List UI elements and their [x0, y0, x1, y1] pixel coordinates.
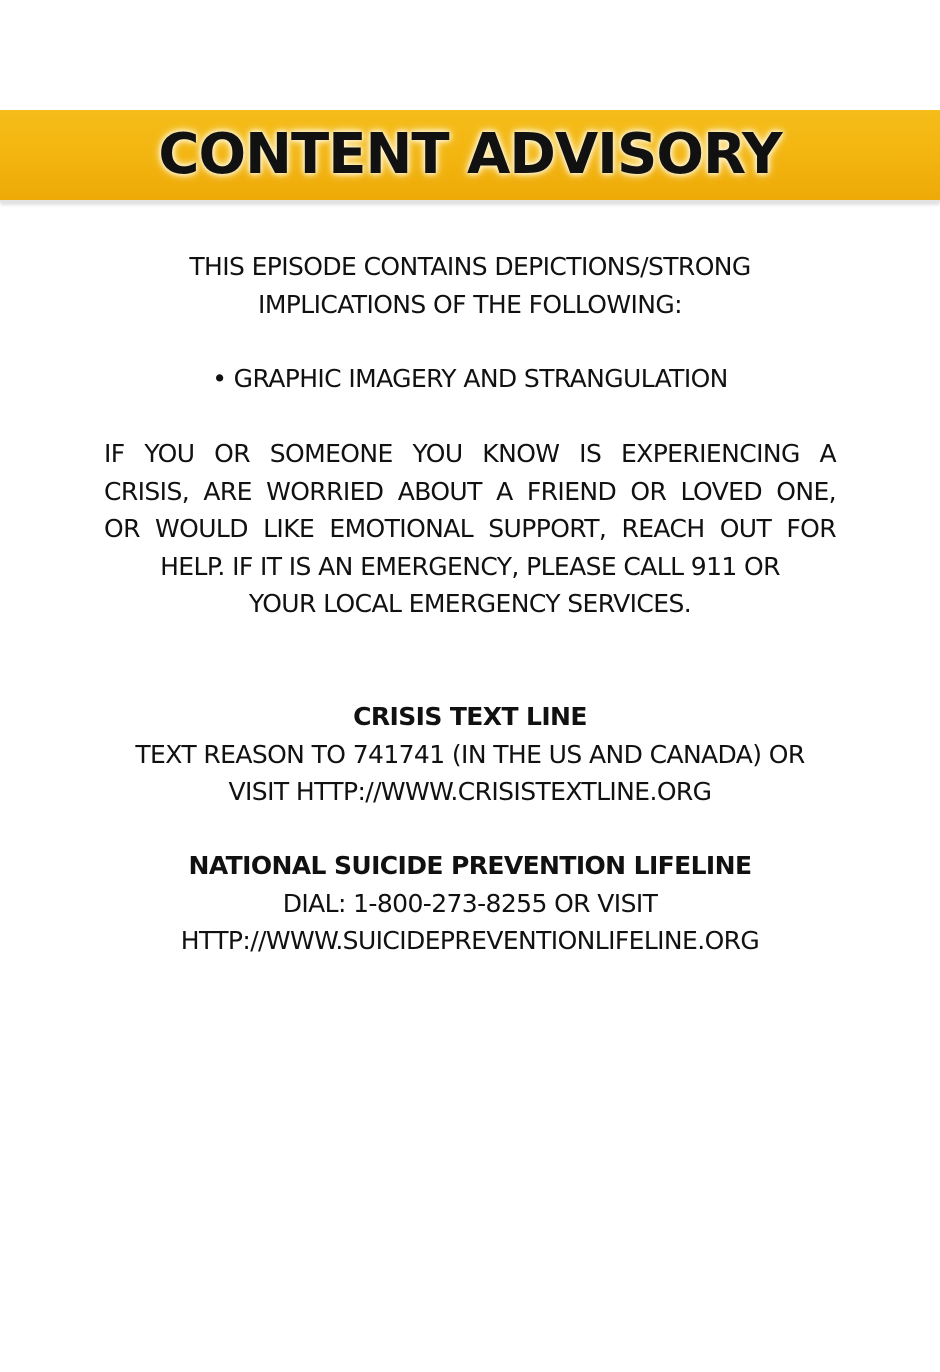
resource-link-line[interactable]: VISIT HTTP://WWW.CRISISTEXTLINE.ORG [228, 777, 712, 806]
help-message [104, 435, 836, 623]
help-line: HELP. IF IT IS AN EMERGENCY, PLEASE CALL 911 OR [160, 551, 780, 581]
intro-line: THIS EPISODE CONTAINS DEPICTIONS/STRONG [189, 252, 751, 281]
resource-suicide-prevention-lifeline [0, 847, 940, 960]
warning-list [0, 360, 940, 398]
help-line: OR WOULD LIKE EMOTIONAL SUPPORT, REACH OUT FOR [104, 514, 836, 543]
resource-line: TEXT REASON TO 741741 (IN THE US AND CANADA) OR [135, 739, 805, 769]
intro-text [0, 248, 940, 323]
resource-heading: CRISIS TEXT LINE [353, 702, 587, 731]
warning-item: • GRAPHIC IMAGERY AND STRANGULATION [212, 364, 728, 393]
banner-title: CONTENT ADVISORY [158, 122, 782, 187]
resource-line: DIAL: 1-800-273-8255 OR VISIT [282, 888, 658, 918]
help-line: IF YOU OR SOMEONE YOU KNOW IS EXPERIENCING A [104, 439, 836, 468]
resource-link-line[interactable]: HTTP://WWW.SUICIDEPREVENTIONLIFELINE.ORG [180, 926, 760, 955]
content-advisory-banner [0, 110, 940, 202]
resource-heading: NATIONAL SUICIDE PREVENTION LIFELINE [188, 851, 752, 880]
resource-crisis-text-line [0, 698, 940, 811]
help-line: YOUR LOCAL EMERGENCY SERVICES. [248, 589, 692, 618]
intro-line: IMPLICATIONS OF THE FOLLOWING: [258, 289, 682, 319]
help-line: CRISIS, ARE WORRIED ABOUT A FRIEND OR LOVED ONE, [104, 476, 836, 506]
